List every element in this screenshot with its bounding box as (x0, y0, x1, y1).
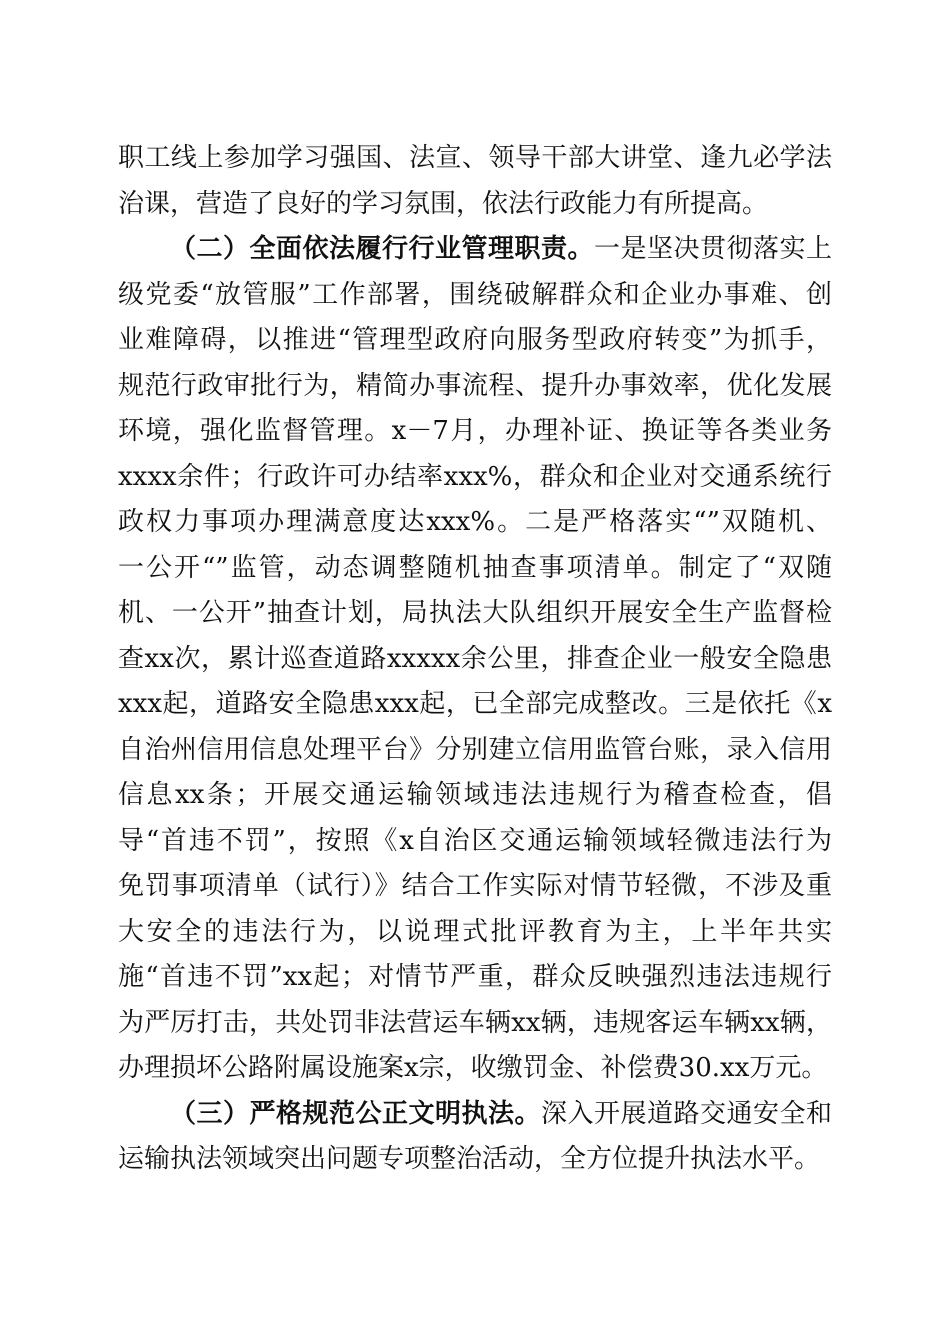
p2-line: 规范行政审批行为，精简办事流程、提升办事效率，优化发展 (118, 370, 832, 401)
p2-line: 导“首违不罚”，按照《x自治区交通运输领域轻微违法行为 (118, 825, 832, 856)
p2-line: 大安全的违法行为，以说理式批评教育为主，上半年共实 (118, 916, 832, 947)
p2-line: 级党委“放管服”工作部署，围绕破解群众和企业办事难、创 (118, 279, 832, 310)
p2-line-last: 办理损坏公路附属设施案x宗，收缴罚金、补偿费30.xx万元。 (118, 1053, 828, 1083)
p2-heading: （二）全面依法履行行业管理职责。 (170, 234, 594, 264)
p2-line: 施“首违不罚”xx起；对情节严重，群众反映强烈违法违规行 (118, 962, 832, 992)
p3-line: 运输执法领域突出问题专项整治活动，全方位提升执法水平。 (118, 1144, 821, 1174)
p2-line: 信息xx条；开展交通运输领域违法违规行为稽查检查，倡 (118, 780, 832, 810)
p1-line-1: 职工线上参加学习强国、法宣、领导干部大讲堂、逢九必学法 (118, 143, 832, 173)
p2-line: 政权力事项办理满意度达xxx%。二是严格落实“”双随机、 (118, 507, 832, 537)
p2-line: 一公开“”监管，动态调整随机抽查事项清单。制定了“双随 (118, 552, 832, 583)
p2-line: xxxx余件；行政许可办结率xxx%，群众和企业对交通系统行 (118, 461, 832, 492)
p3-first-line-rest: 深入开展道路交通安全和 (540, 1098, 832, 1129)
p2-line: 业难障碍，以推进“管理型政府向服务型政府转变”为抓手， (118, 325, 832, 355)
p2-line: 机、一公开”抽查计划，局执法大队组织开展安全生产监督检 (118, 598, 832, 628)
p2-line: 为严厉打击，共处罚非法营运车辆xx辆，违规客运车辆xx辆， (118, 1007, 832, 1038)
p2-line: xxx起，道路安全隐患xxx起，已全部完成整改。三是依托《x (118, 689, 832, 719)
p3-line-1 (118, 1092, 832, 1138)
p2-line: 自治州信用信息处理平台》分别建立信用监管台账，录入信用 (118, 734, 832, 765)
p2-line: 查xx次，累计巡查道路xxxxx余公里，排查企业一般安全隐患 (118, 643, 832, 674)
p2-line: 环境，强化监督管理。x－7月，办理补证、换证等各类业务 (118, 416, 832, 446)
document-body (118, 136, 832, 1183)
p2-line-1 (118, 227, 832, 273)
p3-heading: （三）严格规范公正文明执法。 (170, 1098, 541, 1129)
p1-line-2: 治课，营造了良好的学习氛围，依法行政能力有所提高。 (118, 188, 769, 219)
p2-first-line-rest: 一是坚决贯彻落实上 (593, 234, 832, 264)
p2-line: 免罚事项清单（试行）》结合工作实际对情节轻微，不涉及重 (118, 871, 832, 901)
